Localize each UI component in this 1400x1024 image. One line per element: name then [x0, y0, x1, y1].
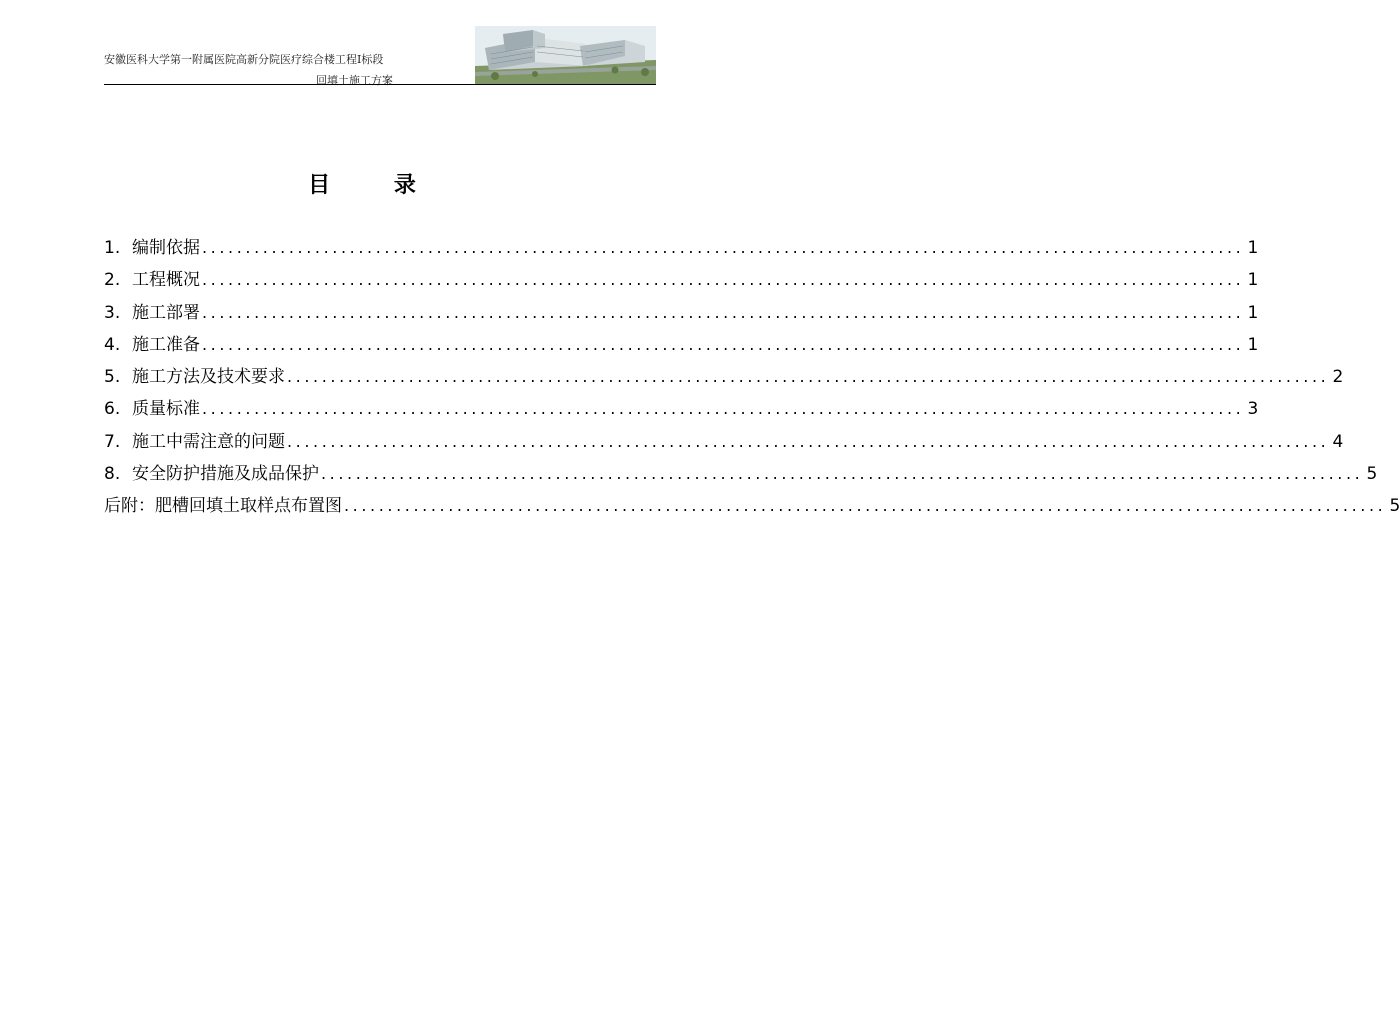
toc-entry-number: 2.	[104, 270, 121, 291]
toc-entry-number: 3.	[104, 302, 121, 323]
toc-entry-page-number: 5	[1389, 496, 1400, 517]
toc-dot-leader: ........................................................................................................................	[287, 431, 1330, 451]
toc-title: 目 录	[308, 173, 444, 198]
toc-entry-page-number: 4	[1332, 431, 1344, 452]
toc-entry[interactable]	[104, 494, 1400, 526]
toc-entry-number: 5.	[104, 367, 121, 388]
toc-entry-page-number: 2	[1332, 367, 1344, 388]
toc-entry[interactable]	[104, 333, 1259, 365]
toc-entry-page-number: 1	[1247, 270, 1259, 291]
toc-entry[interactable]	[104, 365, 1344, 397]
toc-entry[interactable]	[104, 397, 1259, 429]
toc-entry-page-number: 1	[1247, 302, 1259, 323]
toc-entry-label: 工程概况	[132, 270, 200, 291]
toc-entry-label: 质量标准	[132, 399, 200, 420]
toc-entry-page-number: 1	[1247, 238, 1259, 258]
toc-entry-label: 编制依据	[132, 238, 200, 258]
toc-entry-label: 后附：肥槽回填土取样点布置图	[104, 496, 342, 517]
toc-entry-page-number: 5	[1366, 464, 1378, 485]
toc-dot-leader: ........................................................................................................................	[202, 270, 1245, 290]
toc-entry-number: 6.	[104, 399, 121, 420]
toc-entry-number: 1.	[104, 238, 121, 258]
header-divider	[104, 84, 656, 85]
toc-entry[interactable]	[104, 430, 1344, 462]
building-rendering-image	[475, 26, 656, 84]
toc-entry-number: 4.	[104, 334, 121, 355]
toc-entry[interactable]	[104, 268, 1259, 300]
toc-entry-label: 安全防护措施及成品保护	[132, 464, 319, 485]
toc-dot-leader: ........................................................................................................................	[344, 496, 1387, 516]
page-header	[104, 26, 656, 86]
toc-entry-label: 施工中需注意的问题	[132, 431, 285, 452]
toc-entry-page-number: 3	[1247, 399, 1259, 420]
toc-dot-leader: ........................................................................................................................	[287, 367, 1330, 387]
toc-entry-label: 施工部署	[132, 302, 200, 323]
toc-entry-label: 施工准备	[132, 334, 200, 355]
toc-dot-leader: ........................................................................................................................	[202, 302, 1245, 322]
toc-entry-label: 施工方法及技术要求	[132, 367, 285, 388]
toc-dot-leader: ........................................................................................................................	[321, 464, 1364, 484]
toc-dot-leader: ........................................................................................................................	[202, 334, 1245, 354]
header-project-title: 安徽医科大学第一附属医院高新分院医疗综合楼工程Ⅰ标段	[104, 53, 384, 66]
table-of-contents	[104, 236, 1400, 527]
header-document-title: 回填土施工方案	[316, 74, 393, 87]
toc-dot-leader: ........................................................................................................................	[202, 399, 1245, 419]
toc-entry[interactable]	[104, 462, 1378, 494]
toc-dot-leader: ........................................................................................................................	[202, 238, 1245, 257]
toc-entry-page-number: 1	[1247, 334, 1259, 355]
toc-entry[interactable]	[104, 236, 1259, 268]
toc-entry-number: 8.	[104, 464, 121, 485]
toc-entry[interactable]	[104, 301, 1259, 333]
toc-entry-number: 7.	[104, 431, 121, 452]
